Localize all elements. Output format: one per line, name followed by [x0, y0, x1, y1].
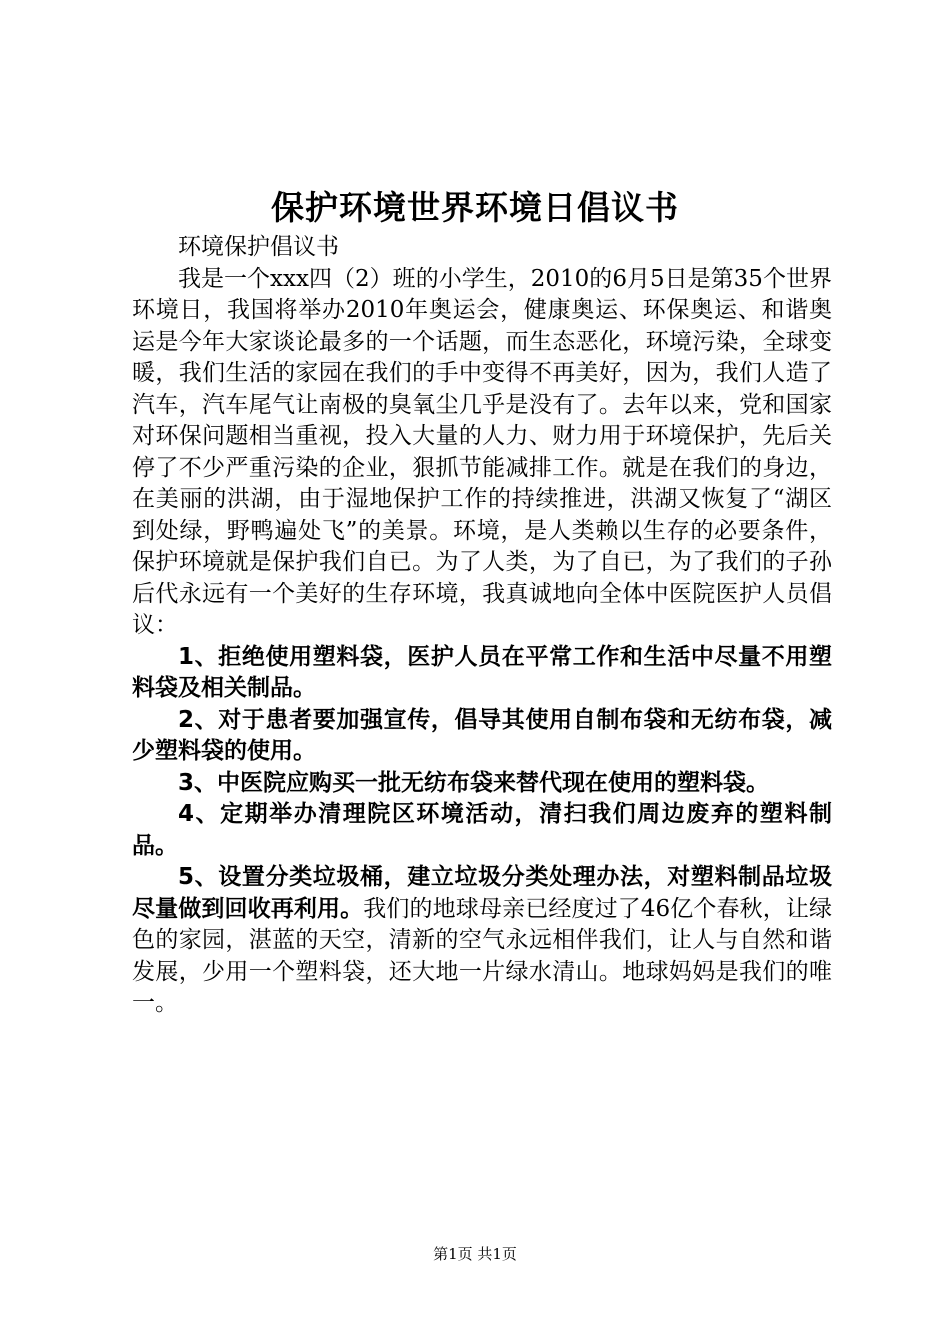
proposal-item-last: [132, 862, 832, 1020]
proposal-list: [132, 642, 832, 1020]
document-title: 保护环境世界环境日倡议书: [271, 188, 679, 227]
closing-text: 我们的地球母亲已经度过了46亿个春秋，让绿色的家园，湛蓝的天空，清新的空气永远相伴我们，让人与自然和谐发展，少用一个塑料袋，还大地一片绿水清山。地球妈妈是我们的唯一。: [132, 895, 833, 1016]
document-body: [132, 232, 832, 1020]
proposal-item: 1、拒绝使用塑料袋，医护人员在平常工作和生活中尽量不用塑料袋及相关制品。: [132, 643, 832, 701]
proposal-item-text: 5、设置分类垃圾桶，建立垃圾分类处理办法，对塑料制品垃圾尽量做到回收再利用。: [132, 864, 832, 922]
page-footer: 第1页 共1页: [433, 1245, 517, 1263]
document-subtitle: 环境保护倡议书: [178, 234, 339, 260]
proposal-item: 2、对于患者要加强宣传，倡导其使用自制布袋和无纺布袋，减少塑料袋的使用。: [132, 706, 832, 764]
intro-paragraph: 我是一个xxx四（2）班的小学生，2010的6月5日是第35个世界环境日，我国将举办2010年奥运会，健康奥运、环保奥运、和谐奥运是今年大家谈论最多的一个话题，而生态恶化，环境污染，全球变暖，我们生活的家园在我们的手中变得不再美好，因为，我们人造了汽车，汽车尾气让南极的臭氧尘几乎是没有了。去年以来，党和国家对环保问题相当重视，投入大量的人力、财力用于环境保护，先后关停了不少严重污染的企业，狠抓节能减排工作。就是在我们的身边，在美丽的洪湖，由于湿地保护工作的持续推进，洪湖又恢复了“湖区到处绿，野鸭遍处飞”的美景。环境，是人类赖以生存的必要条件，保护环境就是保护我们自已。为了人类，为了自已，为了我们的子孙后代永远有一个美好的生存环境，我真诚地向全体中医院医护人员倡议：: [132, 265, 832, 638]
proposal-item: 3、中医院应购买一批无纺布袋来替代现在使用的塑料袋。: [178, 769, 770, 796]
proposal-item: 4、定期举办清理院区环境活动，清扫我们周边废弃的塑料制品。: [132, 801, 832, 859]
